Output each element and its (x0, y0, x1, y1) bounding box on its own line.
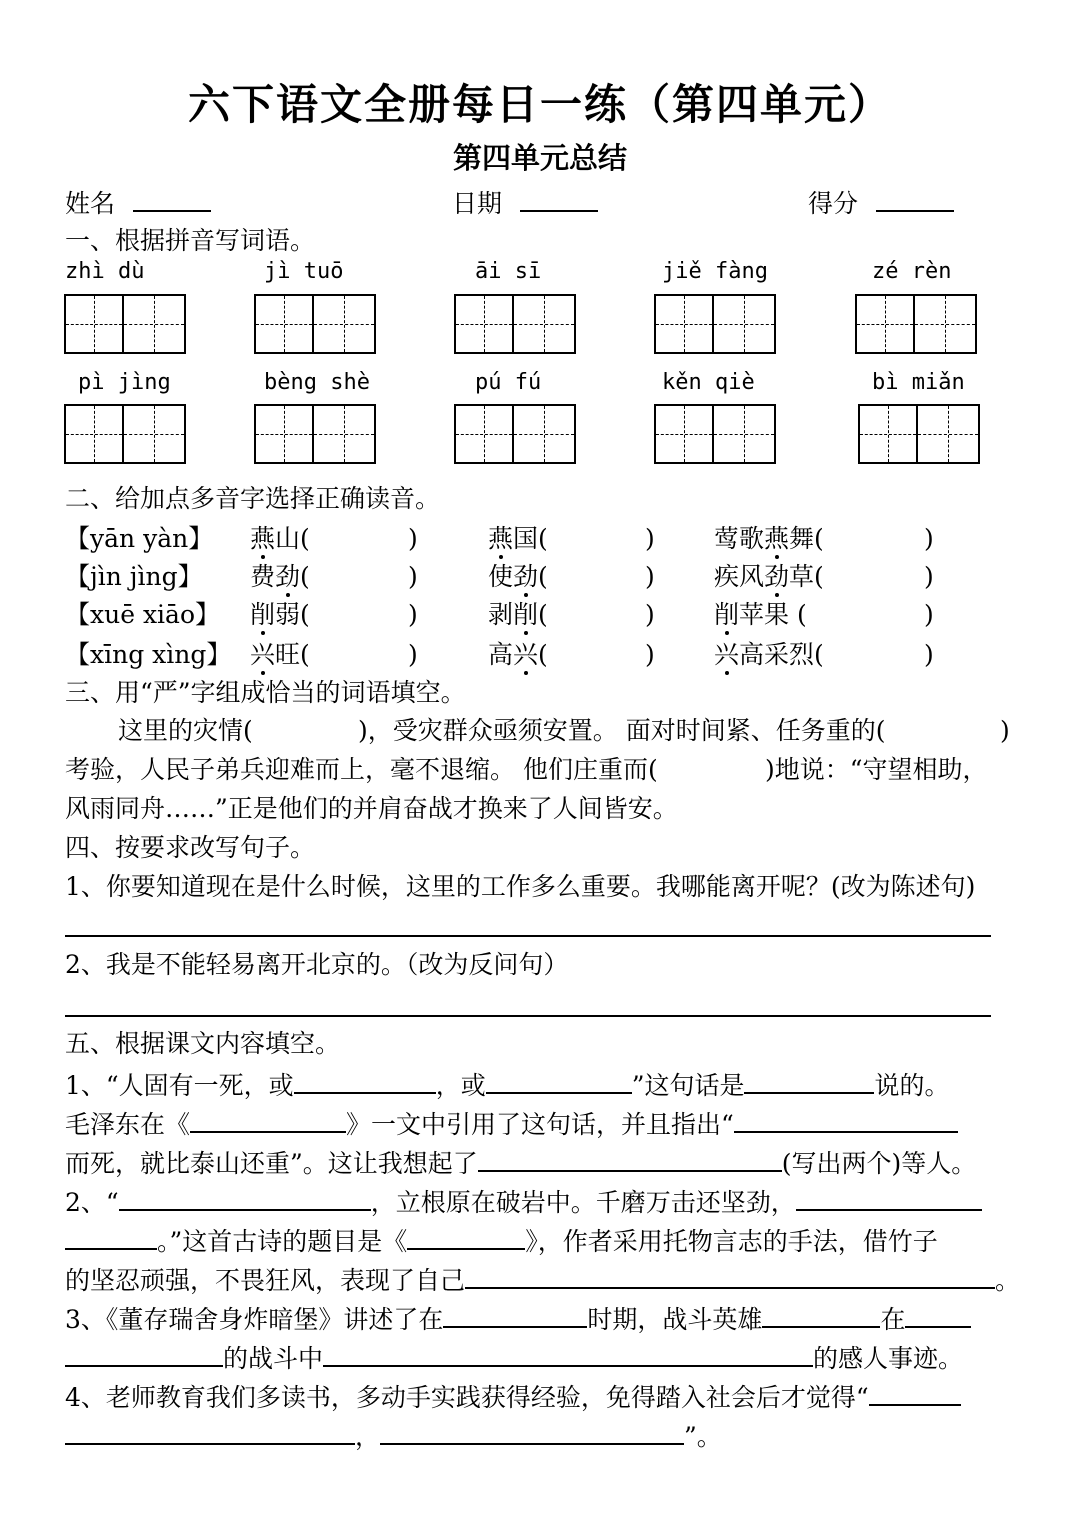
pinyin-label: pú fú (475, 370, 542, 395)
text-run: ，或 (435, 1071, 486, 1100)
text-run: 4、老师教育我们多读书，多动手实践获得经验，免得踏入社会后才觉得“ (65, 1383, 869, 1412)
polyphone-word (250, 524, 310, 554)
section1-heading: 一、根据拼音写词语。 (65, 226, 316, 255)
s5-q3-line1 (65, 1302, 971, 1335)
char-box[interactable] (254, 404, 314, 464)
close-paren: ) (408, 524, 418, 553)
char-box[interactable] (514, 404, 576, 464)
char-box[interactable] (454, 404, 514, 464)
dotted-char: 劲 (764, 562, 790, 591)
text-run: 的感人事迹。 (813, 1344, 964, 1373)
polyphone-word (714, 562, 824, 592)
score-label: 得分 (808, 189, 859, 218)
fill-blank[interactable] (65, 1341, 223, 1367)
char-box[interactable] (855, 294, 915, 354)
char-box[interactable] (915, 294, 977, 354)
writing-grid (64, 294, 186, 354)
fill-blank[interactable] (465, 1263, 995, 1289)
section2-heading: 二、给加点多音字选择正确读音。 (65, 484, 441, 513)
reading-options: 【yān yàn】 (65, 524, 214, 553)
word-rest: 高采烈( (739, 640, 824, 669)
fill-blank[interactable] (734, 1107, 958, 1133)
date-blank[interactable] (520, 186, 598, 212)
word-rest: 剥 (488, 600, 514, 629)
section3-line2b: )地说：“守望相助， (765, 755, 988, 784)
s5-q2-line1 (65, 1185, 982, 1218)
dotted-char: 兴 (250, 640, 276, 669)
fill-blank[interactable] (323, 1341, 813, 1367)
fill-blank[interactable] (190, 1107, 346, 1133)
text-run: 在 (880, 1305, 906, 1334)
polyphone-word (714, 640, 824, 670)
close-paren: ) (924, 640, 934, 669)
pinyin-label: jì tuō (264, 259, 344, 284)
close-paren: ) (645, 640, 655, 669)
polyphone-word (488, 600, 548, 630)
date-label: 日期 (452, 189, 503, 218)
reading-options: 【xuē xiāo】 (65, 600, 220, 629)
word-rest: 舞( (789, 524, 824, 553)
text-run: 毛泽东在《 (65, 1110, 191, 1139)
section3-line2a: 考验，人民子弟兵迎难而上，毫不退缩。 他们庄重而( (65, 755, 658, 784)
text-run: (写出两个)等人。 (781, 1149, 977, 1178)
dotted-char: 兴 (714, 640, 740, 669)
polyphone-word (488, 524, 548, 554)
dotted-char: 燕 (250, 524, 276, 553)
polyphone-word (250, 600, 310, 630)
text-run: 。”这首古诗的题目是《 (157, 1227, 408, 1256)
word-rest: ( (538, 640, 548, 669)
fill-blank[interactable] (478, 1146, 782, 1172)
writing-grid (454, 294, 576, 354)
text-run: ”这句话是 (631, 1071, 745, 1100)
dotted-char: 燕 (488, 524, 514, 553)
dotted-char: 削 (714, 600, 740, 629)
writing-grid (858, 404, 980, 464)
word-rest: 弱( (275, 600, 310, 629)
text-run: 说的。 (874, 1071, 950, 1100)
polyphone-word (250, 562, 310, 592)
text-run: 》一文中引用了这句话，并且指出“ (346, 1110, 734, 1139)
char-box[interactable] (124, 404, 186, 464)
section4-heading: 四、按要求改写句子。 (65, 833, 316, 862)
char-box[interactable] (64, 404, 124, 464)
text-run: 1、“人固有一死，或 (65, 1071, 294, 1100)
text-run: ， (355, 1422, 381, 1451)
word-rest: 高 (488, 640, 514, 669)
text-run: 时期，战斗英雄 (587, 1305, 763, 1334)
pinyin-label: jiě fàng (662, 259, 768, 284)
page-subtitle: 第四单元总结 (452, 141, 627, 175)
fill-blank[interactable] (407, 1224, 525, 1250)
fill-blank[interactable] (294, 1068, 436, 1094)
word-rest: 苹果 ( (739, 600, 807, 629)
close-paren: ) (924, 562, 934, 591)
fill-blank[interactable] (65, 1419, 355, 1445)
fill-blank[interactable] (380, 1419, 684, 1445)
score-field (808, 186, 954, 219)
dotted-char: 劲 (275, 562, 301, 591)
word-rest: 国( (513, 524, 548, 553)
writing-grid (654, 404, 776, 464)
char-box[interactable] (64, 294, 124, 354)
word-rest: ( (300, 562, 310, 591)
polyphone-word (488, 640, 548, 670)
char-box[interactable] (254, 294, 314, 354)
pinyin-label: āi sī (475, 259, 542, 284)
s5-q4-line2 (65, 1419, 722, 1452)
writing-grid (855, 294, 977, 354)
char-box[interactable] (514, 294, 576, 354)
section4-q1: 1、你要知道现在是什么时候，这里的工作多么重要。我哪能离开呢？(改为陈述句) (65, 872, 976, 901)
char-box[interactable] (654, 294, 714, 354)
char-box[interactable] (454, 294, 514, 354)
word-rest: 山( (275, 524, 310, 553)
fill-blank[interactable] (65, 1224, 157, 1250)
dotted-char: 燕 (764, 524, 790, 553)
fill-blank[interactable] (905, 1302, 971, 1328)
dotted-char: 劲 (513, 562, 539, 591)
polyphone-word (250, 640, 310, 670)
section3-line1a: 这里的灾情( (118, 716, 253, 745)
reading-options: 【xīng xìng】 (65, 640, 232, 669)
close-paren: ) (645, 600, 655, 629)
fill-blank[interactable] (119, 1185, 371, 1211)
text-run: 》，作者采用托物言志的手法，借竹子 (525, 1227, 938, 1256)
close-paren: ) (408, 562, 418, 591)
close-paren: ) (924, 524, 934, 553)
writing-grid (64, 404, 186, 464)
name-blank[interactable] (133, 186, 211, 212)
section3-line1b: )，受灾群众亟须安置。 面对时间紧、任务重的( (358, 716, 886, 745)
fill-blank[interactable] (869, 1380, 961, 1406)
char-box[interactable] (714, 294, 776, 354)
reading-options: 【jìn jìng】 (65, 562, 203, 591)
pinyin-label: zhì dù (65, 259, 145, 284)
writing-grid (254, 294, 376, 354)
s5-q1-line3 (65, 1146, 976, 1179)
char-box[interactable] (714, 404, 776, 464)
s5-q2-line3 (65, 1263, 1020, 1296)
close-paren: ) (645, 562, 655, 591)
answer-line[interactable] (65, 1015, 991, 1017)
close-paren: ) (645, 524, 655, 553)
pinyin-label: kěn qiè (662, 370, 755, 395)
score-blank[interactable] (876, 186, 954, 212)
close-paren: ) (924, 600, 934, 629)
s5-q2-line2 (65, 1224, 938, 1257)
section3-line1c: ) (1000, 716, 1010, 745)
date-field (452, 186, 598, 219)
close-paren: ) (408, 600, 418, 629)
pinyin-label: bèng shè (264, 370, 370, 395)
char-box[interactable] (918, 404, 980, 464)
writing-grid (654, 294, 776, 354)
polyphone-word (488, 562, 548, 592)
name-label: 姓名 (65, 189, 116, 218)
writing-grid (454, 404, 576, 464)
char-box[interactable] (314, 294, 376, 354)
char-box[interactable] (314, 404, 376, 464)
s5-q1-line2 (65, 1107, 958, 1140)
pinyin-label: bì miǎn (872, 370, 965, 395)
fill-blank[interactable] (744, 1068, 874, 1094)
fill-blank[interactable] (796, 1185, 982, 1211)
char-box[interactable] (858, 404, 918, 464)
text-run: ”。 (684, 1422, 722, 1451)
fill-blank[interactable] (486, 1068, 632, 1094)
word-rest: 费 (250, 562, 276, 591)
dotted-char: 兴 (513, 640, 539, 669)
section4-q2: 2、我是不能轻易离开北京的。（改为反问句） (65, 950, 569, 979)
text-run: ，立根原在破岩中。千磨万击还坚劲， (370, 1188, 796, 1217)
word-rest: 草( (789, 562, 824, 591)
section3-heading: 三、用“严”字组成恰当的词语填空。 (65, 678, 466, 707)
text-run: 而死，就比泰山还重”。这让我想起了 (65, 1149, 478, 1178)
word-rest: ( (538, 600, 548, 629)
dotted-char: 削 (250, 600, 276, 629)
close-paren: ) (408, 640, 418, 669)
page-title: 六下语文全册每日一练（第四单元） (187, 80, 892, 129)
name-field (65, 186, 211, 219)
fill-blank[interactable] (443, 1302, 587, 1328)
word-rest: ( (538, 562, 548, 591)
dotted-char: 削 (513, 600, 539, 629)
fill-blank[interactable] (762, 1302, 880, 1328)
text-run: 的坚忍顽强，不畏狂风，表现了自己 (65, 1266, 466, 1295)
text-run: 。 (995, 1266, 1021, 1295)
word-rest: 疾风 (714, 562, 765, 591)
word-rest: 旺( (275, 640, 310, 669)
writing-grid (254, 404, 376, 464)
text-run: 2、“ (65, 1188, 119, 1217)
text-run: 的战斗中 (223, 1344, 324, 1373)
pinyin-label: pì jìng (78, 370, 171, 395)
char-box[interactable] (124, 294, 186, 354)
polyphone-word (714, 600, 807, 630)
s5-q3-line2 (65, 1341, 963, 1374)
answer-line[interactable] (65, 935, 991, 937)
pinyin-label: zé rèn (872, 259, 952, 284)
char-box[interactable] (654, 404, 714, 464)
section5-heading: 五、根据课文内容填空。 (65, 1029, 341, 1058)
word-rest: 使 (488, 562, 514, 591)
section3-line3: 风雨同舟……”正是他们的并肩奋战才换来了人间皆安。 (65, 794, 678, 823)
text-run: 3、《董存瑞舍身炸暗堡》讲述了在 (65, 1305, 444, 1334)
word-rest: 莺歌 (714, 524, 765, 553)
polyphone-word (714, 524, 824, 554)
s5-q1-line1 (65, 1068, 950, 1101)
s5-q4-line1 (65, 1380, 961, 1413)
